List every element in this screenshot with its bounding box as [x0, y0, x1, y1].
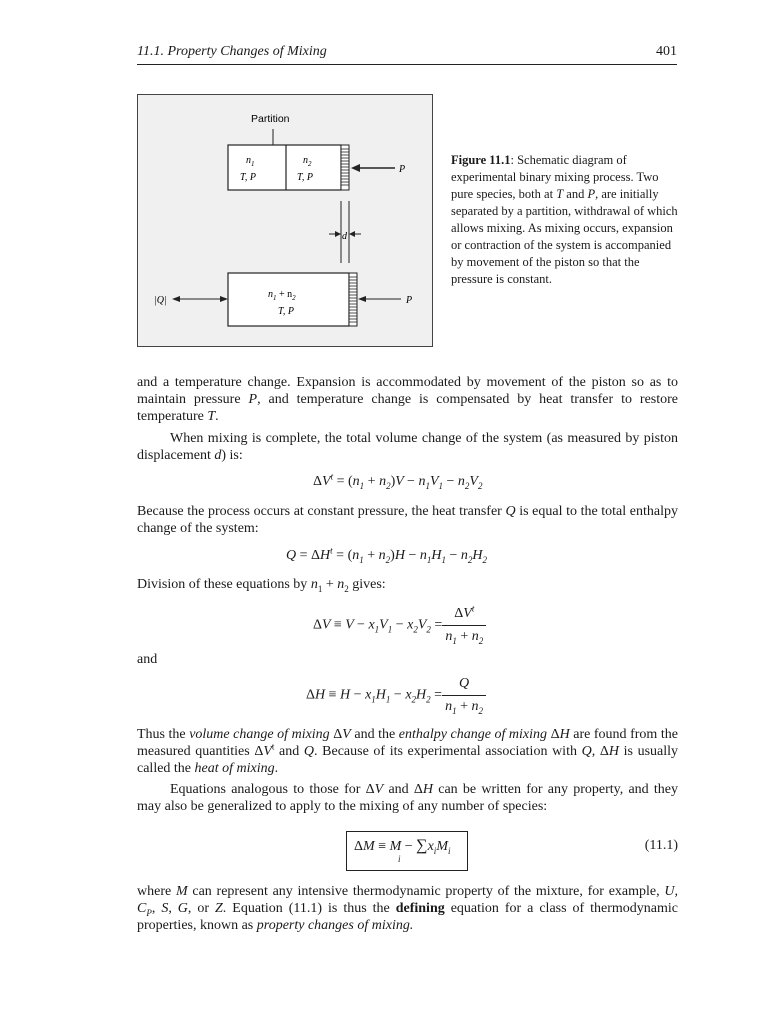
paragraph-8: where M can represent any intensive thermodynamic property of the mixture, for example, U, $C_P$, S, G, or Z. Equation (11.1) is thus the defining equation for a class of thermodynamic properties, known as property changes of mixing. — [137, 884, 679, 933]
equation-11-1: $\Delta M \equiv M - \sum x_iM_i$ — [354, 837, 451, 856]
n2-label: $n_2$ — [303, 155, 312, 168]
tp-label-2: T, P — [297, 172, 313, 183]
figure-11-1 — [137, 94, 433, 347]
caption-title: Figure 11.1 — [451, 153, 511, 167]
sum-index: i — [398, 854, 401, 864]
equation-q: $Q = \Delta H^t = (n_1 + n_2)H - n_1H_1 - n_2H_2$ — [286, 545, 487, 565]
page-number: 401 — [656, 44, 677, 59]
caption-P: P — [587, 187, 596, 201]
pressure-label-top: P — [399, 164, 406, 175]
paragraph-7: Equations analogous to those for ΔV and ΔH can be written for any property, and they may also be generalized to apply to the mixing of any number of species: — [137, 782, 679, 814]
caption-T: T — [556, 187, 564, 201]
unmixed-vessel — [228, 145, 341, 190]
paragraph-2: When mixing is complete, the total volume change of the system (as measured by piston displacement d) is: — [137, 431, 678, 463]
caption-and: and — [563, 187, 588, 201]
equation-delta-v: $\Delta V \equiv V - x_1V_1 - x_2V_2$ = $\frac{\Delta V^t}{n_1 + n_2}$ — [313, 606, 486, 645]
heat-q-label: |Q| — [154, 295, 167, 306]
displacement-d-label: d — [342, 231, 347, 242]
paragraph-1: and a temperature change. Expansion is accommodated by movement of the piston so as to maintain pressure P, and temperature change is compensated by heat transfer to restore temperature T. — [137, 375, 678, 424]
paragraph-3: Because the process occurs at constant pressure, the heat transfer Q is equal to the total enthalpy change of the system: — [137, 504, 678, 536]
equation-number: (11.1) — [644, 838, 678, 853]
n1-label: $n_1$ — [246, 155, 255, 168]
tp-label-mixed: T, P — [278, 306, 294, 317]
mixing-diagram — [138, 95, 432, 346]
mixed-n-label: $n_1 + n_2$ — [268, 289, 296, 302]
paragraph-5: and — [137, 652, 158, 667]
figure-caption — [451, 152, 681, 288]
caption-rest: , are initially separated by a partition, withdrawal of which allows mixing. As mixing occurs, expansion or contraction of the system is accompanied by movement of the piston so that the pressure is constant. — [451, 187, 678, 286]
paragraph-4: Division of these equations by $n_1 + n_2$ gives: — [137, 577, 386, 594]
paragraph-6: Thus the volume change of mixing ΔV and the enthalpy change of mixing ΔH are found from the measured quantities $\Delta V^t$ and Q. Because of its experimental association with Q, ΔH is usually called the heat of mixing. — [137, 727, 679, 776]
tp-label-1: T, P — [240, 172, 256, 183]
section-header: 11.1. Property Changes of Mixing — [137, 44, 327, 59]
caption-text: : Schematic diagram of experimental binary mixing process. Two pure species, both at — [451, 153, 659, 201]
pressure-label-bottom: P — [406, 295, 413, 306]
piston-bottom — [349, 273, 357, 326]
header-rule — [137, 64, 677, 65]
equation-delta-vt: $\Delta V^t = (n_1 + n_2)V - n_1V_1 - n_2V_2$ — [313, 471, 483, 491]
equation-delta-h: $\Delta H \equiv H - x_1H_1 - x_2H_2$ = $\frac{Q}{n_1 + n_2}$ — [306, 676, 486, 715]
partition-label: Partition — [251, 113, 290, 125]
